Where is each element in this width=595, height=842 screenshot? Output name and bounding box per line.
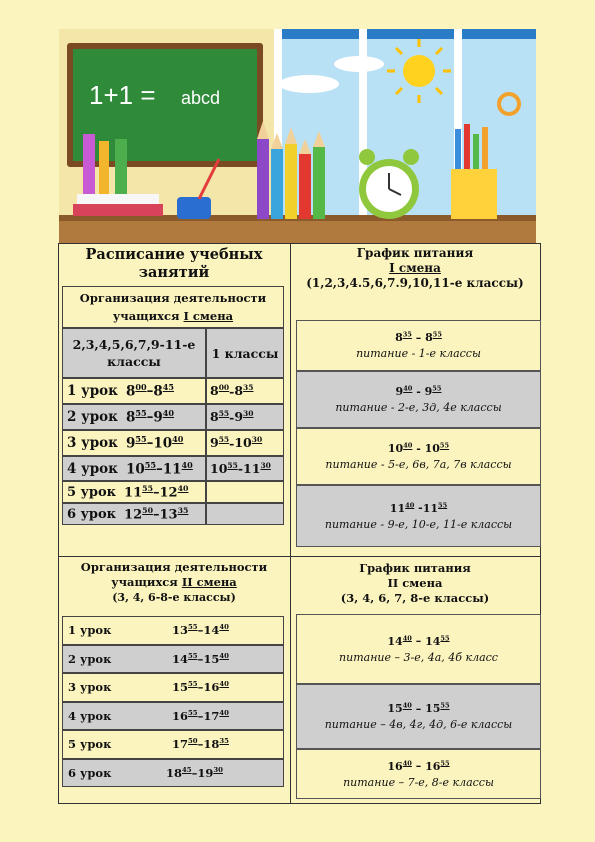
time-minutes: 55 [440, 634, 450, 643]
time-minutes: 55 [440, 701, 450, 710]
time-minutes: 40 [162, 408, 175, 419]
first-grade-time-cell [206, 456, 284, 481]
time-minutes: 30 [243, 409, 254, 419]
time-minutes: 55 [135, 408, 147, 419]
time-separator: – [146, 435, 154, 451]
time-minutes: 55 [227, 460, 238, 470]
time-minutes: 55 [440, 759, 450, 768]
lesson-time-cell [62, 503, 206, 525]
time-value: $19^{30}$ [197, 765, 223, 780]
first-grade-time-cell [206, 430, 284, 456]
lesson-label: 2 урок [67, 409, 118, 425]
meal-title: График питания [356, 246, 474, 260]
meal-slot [296, 684, 541, 749]
time-separator: - [414, 501, 423, 515]
time-value: $12^{40}$ [159, 483, 189, 501]
time-minutes: 30 [251, 435, 263, 445]
time-value: $9^{30}$ [234, 409, 254, 425]
time-separator: - [229, 409, 235, 425]
lesson-label: 1 урок [68, 623, 112, 638]
shift-divider [58, 556, 541, 557]
time-separator: - [412, 385, 425, 399]
time-separator: – [197, 651, 204, 666]
time-value: $16^{55}$ [172, 708, 198, 723]
time-minutes: 50 [188, 737, 198, 746]
time-value: $16^{40}$ [203, 680, 229, 695]
time-separator: – [411, 702, 426, 716]
time-value: $9^{55}$ [210, 435, 230, 451]
time-value: $15^{40}$ [203, 651, 229, 666]
time-minutes: 00 [135, 382, 147, 393]
lesson-label: 3 урок [68, 680, 112, 695]
time-value: $14^{40}$ [203, 623, 229, 638]
meal-slot [296, 428, 541, 485]
col-header-first-grade: 1 классы [206, 328, 284, 378]
time-value: $10^{55}$ [125, 459, 156, 478]
meal-note: питание – 7-е, 8-е классы [343, 775, 494, 789]
time-value: $8^{55}$ [210, 409, 230, 425]
time-minutes: 40 [219, 623, 229, 632]
time-minutes: 40 [405, 501, 415, 510]
lesson-label: 5 урок [67, 484, 117, 500]
time-minutes: 55 [188, 623, 198, 632]
time-value: $14^{55}$ [425, 634, 450, 648]
col-header-grades: 2,3,4,5,6,7,9-11-е классы [62, 328, 206, 378]
meal-heading-second [292, 561, 538, 606]
time-value: $8^{35}$ [234, 383, 254, 399]
lesson-label: 4 урок [68, 708, 112, 723]
time-value: $15^{55}$ [425, 701, 450, 716]
lesson-time-cell [62, 456, 206, 481]
meal-note: питание - 9-е, 10-е, 11-е классы [324, 517, 513, 531]
time-minutes: 40 [181, 459, 193, 470]
time-minutes: 55 [438, 501, 448, 510]
org-activity-heading: Организация деятельности учащихся I смена [62, 286, 284, 328]
time-minutes: 40 [219, 651, 229, 660]
time-minutes: 55 [432, 384, 442, 393]
time-value: $17^{50}$ [172, 737, 198, 752]
time-minutes: 40 [177, 483, 189, 493]
time-minutes: 50 [142, 505, 153, 515]
time-minutes: 35 [219, 737, 229, 746]
time-value: $16^{40}$ [387, 759, 412, 773]
time-separator: - [412, 442, 425, 456]
time-value: $8^{45}$ [153, 382, 175, 400]
org-line: учащихся II смена [111, 575, 237, 589]
lesson-row [62, 702, 284, 731]
time-separator: – [411, 759, 426, 773]
meal-slot [296, 485, 541, 547]
time-separator: – [197, 737, 204, 752]
meal-classes: (3, 4, 6, 7, 8-е классы) [340, 591, 490, 605]
time-separator: - [229, 383, 235, 399]
time-separator: – [146, 409, 154, 425]
time-value: $17^{40}$ [203, 708, 229, 723]
time-minutes: 30 [260, 460, 271, 470]
meal-time [387, 702, 449, 716]
svg-text:abcd: abcd [181, 88, 221, 108]
meal-shift: II смена [387, 576, 443, 590]
meal-time [395, 331, 442, 345]
time-minutes: 40 [219, 708, 229, 717]
time-value: $8^{00}$ [210, 383, 230, 399]
time-separator: – [153, 506, 160, 522]
meal-time [387, 759, 449, 773]
time-value: $10^{55}$ [210, 460, 238, 477]
time-value: $14^{40}$ [387, 634, 412, 648]
meal-shift: I смена [389, 261, 441, 275]
time-value: $9^{40}$ [395, 384, 413, 399]
time-minutes: 55 [188, 680, 198, 689]
lesson-label: 4 урок [67, 460, 118, 477]
time-value: $11^{40}$ [389, 501, 415, 515]
org-classes: (3, 4, 6-8-е классы) [112, 591, 236, 604]
lesson-label: 2 урок [68, 651, 112, 666]
lesson-time-cell [62, 481, 206, 503]
time-value: $10^{30}$ [234, 435, 263, 451]
time-value: $9^{55}$ [125, 434, 147, 452]
lesson-label: 3 урок [67, 435, 118, 451]
time-minutes: 55 [142, 483, 153, 493]
time-separator: – [191, 765, 198, 780]
time-value: $12^{50}$ [124, 505, 153, 523]
column-divider [290, 243, 291, 804]
time-minutes: 40 [402, 634, 412, 643]
time-minutes: 40 [219, 680, 229, 689]
meal-title: График питания [359, 561, 471, 575]
time-minutes: 40 [402, 759, 412, 768]
alarm-clock-icon [359, 149, 419, 219]
time-minutes: 35 [243, 383, 254, 393]
org-activity-heading-second [60, 560, 288, 605]
time-separator: – [197, 623, 204, 638]
time-minutes: 55 [218, 409, 230, 419]
meal-time [388, 442, 449, 456]
meal-slot [296, 749, 541, 799]
meal-note: питание - 5-е, 6в, 7а, 7в классы [325, 458, 512, 472]
lesson-row [62, 616, 284, 645]
time-minutes: 40 [403, 441, 413, 450]
meal-note: питание - 2-е, 3д, 4е классы [335, 401, 502, 415]
time-value: $18^{45}$ [166, 765, 192, 780]
time-minutes: 55 [135, 434, 147, 445]
meal-time [390, 501, 447, 515]
time-value: $13^{35}$ [159, 505, 189, 523]
time-minutes: 35 [402, 330, 412, 339]
time-minutes: 55 [188, 651, 198, 660]
lesson-row [62, 673, 284, 702]
lesson-time-cell [62, 404, 206, 430]
time-value: $14^{55}$ [172, 651, 198, 666]
time-minutes: 45 [162, 382, 175, 393]
svg-text:1+1 =: 1+1 = [89, 80, 156, 110]
time-minutes: 35 [177, 505, 189, 515]
time-value: $10^{40}$ [387, 441, 413, 456]
time-value: $8^{55}$ [125, 408, 147, 426]
time-value: $18^{35}$ [203, 737, 229, 752]
time-minutes: 45 [182, 765, 192, 774]
lesson-label: 5 урок [68, 737, 112, 752]
time-minutes: 40 [402, 701, 412, 710]
meal-note: питание – 3-е, 4а, 4б класс [339, 650, 498, 664]
time-separator: – [156, 460, 163, 477]
first-grade-time-cell [206, 481, 284, 503]
lesson-label: 6 урок [67, 506, 117, 522]
meal-heading-first [292, 246, 538, 291]
time-minutes: 30 [213, 765, 223, 774]
time-value: $10^{40}$ [153, 434, 184, 452]
time-minutes: 55 [218, 435, 230, 445]
time-value: $8^{55}$ [425, 330, 442, 345]
time-value: $15^{55}$ [172, 680, 198, 695]
time-separator: – [146, 383, 154, 399]
meal-time [396, 385, 442, 399]
lesson-time-cell [62, 430, 206, 456]
first-grade-time-cell [206, 503, 284, 525]
time-value: $15^{40}$ [387, 701, 412, 716]
meal-time [387, 634, 449, 648]
time-separator: – [411, 634, 426, 648]
lesson-row [62, 730, 284, 759]
header-illustration [59, 29, 536, 243]
time-value: $9^{40}$ [153, 408, 175, 426]
time-value: $9^{55}$ [424, 384, 442, 399]
lesson-row [62, 759, 284, 788]
time-value: $13^{55}$ [172, 623, 198, 638]
org-title: Организация деятельности [80, 560, 268, 574]
first-grade-time-cell [206, 404, 284, 430]
time-separator: – [411, 331, 426, 345]
time-minutes: 55 [432, 330, 442, 339]
time-value: $8^{35}$ [395, 330, 412, 345]
time-minutes: 55 [439, 441, 450, 450]
time-value: $11^{30}$ [243, 460, 271, 477]
time-minutes: 40 [172, 434, 184, 445]
meal-slot [296, 614, 541, 684]
time-separator: - [229, 435, 235, 451]
time-minutes: 40 [403, 384, 413, 393]
time-separator: – [197, 680, 204, 695]
time-minutes: 00 [218, 383, 230, 393]
time-separator: – [153, 484, 160, 500]
meal-slot [296, 371, 541, 428]
meal-note: питание - 1-е классы [356, 347, 481, 361]
time-separator: - [237, 461, 244, 476]
time-value: $11^{55}$ [124, 483, 153, 501]
time-value: $11^{55}$ [422, 501, 448, 515]
lesson-label: 6 урок [68, 765, 112, 780]
time-value: $11^{40}$ [162, 459, 193, 478]
lesson-time-cell [62, 378, 206, 404]
first-grade-time-cell [206, 378, 284, 404]
time-value: $8^{00}$ [125, 382, 147, 400]
time-minutes: 55 [144, 459, 156, 470]
meal-slot [296, 320, 541, 371]
meal-classes: (1,2,3,4.5,6,7.9,10,11-е классы) [306, 276, 524, 290]
time-value: $16^{55}$ [425, 759, 450, 773]
lesson-row [62, 645, 284, 674]
time-minutes: 55 [188, 708, 198, 717]
lesson-label: 1 урок [67, 383, 118, 399]
meal-note: питание – 4в, 4г, 4д, 6-е классы [324, 718, 513, 732]
schedule-title: Расписание учебных занятий [85, 246, 263, 281]
time-separator: – [197, 708, 204, 723]
time-value: $10^{55}$ [424, 441, 450, 456]
